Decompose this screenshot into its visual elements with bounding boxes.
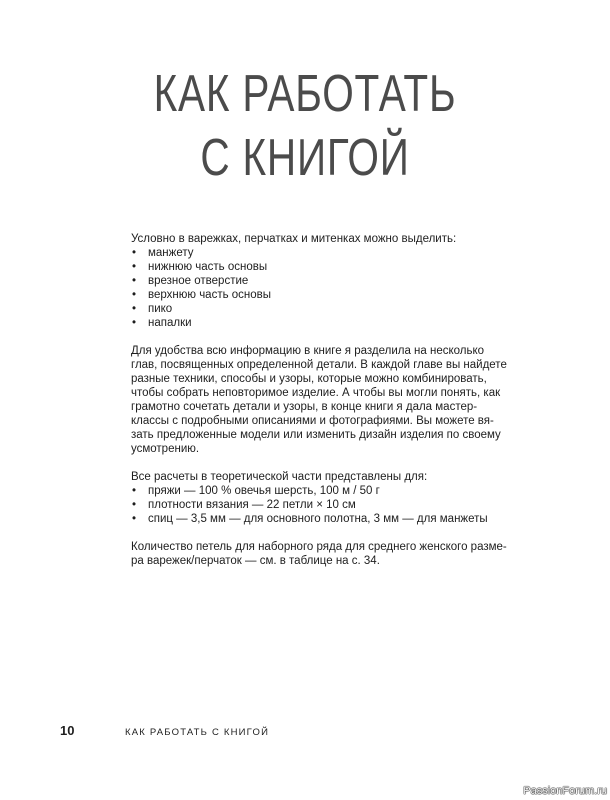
list-item: • верхнюю часть основы [132, 289, 272, 301]
list-item: • напалки [132, 317, 192, 329]
bullet-icon: • [132, 317, 137, 329]
bullet-icon: • [132, 485, 137, 497]
paragraph-line: грамотно сочетать детали и узоры, в конце книги я дала мастер- [131, 401, 478, 413]
running-head: КАК РАБОТАТЬ С КНИГОЙ [125, 727, 270, 738]
list-item: • нижнюю часть основы [132, 261, 268, 273]
calculations-lead: Все расчеты в теоретической части представлены для: [131, 471, 428, 483]
bullet-icon: • [132, 261, 137, 273]
bullet-icon: • [132, 247, 137, 259]
bullet-icon: • [132, 499, 137, 511]
parts-list [131, 246, 511, 330]
paragraph-line: Для удобства всю информацию в книге я разделила на несколько [131, 345, 485, 357]
page-title [67, 62, 543, 190]
calculations-block [131, 470, 511, 526]
paragraph-line: ра варежек/перчаток — см. в таблице на с. 34. [131, 555, 380, 567]
body-text [131, 232, 511, 568]
bullet-icon: • [132, 513, 137, 525]
list-item: • пряжи — 100 % овечья шерсть, 100 м / 50 г [132, 485, 380, 497]
list-item: • манжету [132, 247, 194, 259]
paragraph-line: чтобы собрать неповторимое изделие. А чтобы вы могли понять, как [131, 387, 501, 399]
calculations-list [131, 484, 511, 526]
page-title-line-2: С КНИГОЙ [200, 129, 410, 187]
paragraph-line: Количество петель для наборного ряда для среднего женского разме- [131, 541, 507, 553]
watermark: PassionForum.ru [523, 785, 607, 797]
structure-paragraph [131, 344, 511, 456]
bullet-icon: • [132, 303, 137, 315]
stitch-count-paragraph [131, 540, 511, 568]
list-item: • плотности вязания — 22 петли × 10 см [132, 499, 356, 511]
page-title-line-1: КАК РАБОТАТЬ [153, 65, 457, 123]
paragraph-line: глав, посвященных определенной детали. В каждой главе вы найдете [131, 359, 507, 371]
paragraph-line: усмотрению. [131, 443, 200, 455]
list-item: • врезное отверстие [132, 275, 249, 287]
bullet-icon: • [132, 289, 137, 301]
intro-lead: Условно в варежках, перчатках и митенках можно выделить: [131, 233, 457, 245]
page-number: 10 [60, 723, 75, 738]
bullet-icon: • [132, 275, 137, 287]
paragraph-line: классы с подробными описаниями и фотографиями. Вы можете вя- [131, 415, 494, 427]
list-item: • пико [132, 303, 173, 315]
paragraph-line: разные техники, способы и узоры, которые можно комбинировать, [131, 373, 487, 385]
paragraph-line: зать предложенные модели или изменить дизайн изделия по своему [131, 429, 501, 441]
page-footer [60, 723, 269, 738]
list-item: • спиц — 3,5 мм — для основного полотна, 3 мм — для манжеты [132, 513, 488, 525]
